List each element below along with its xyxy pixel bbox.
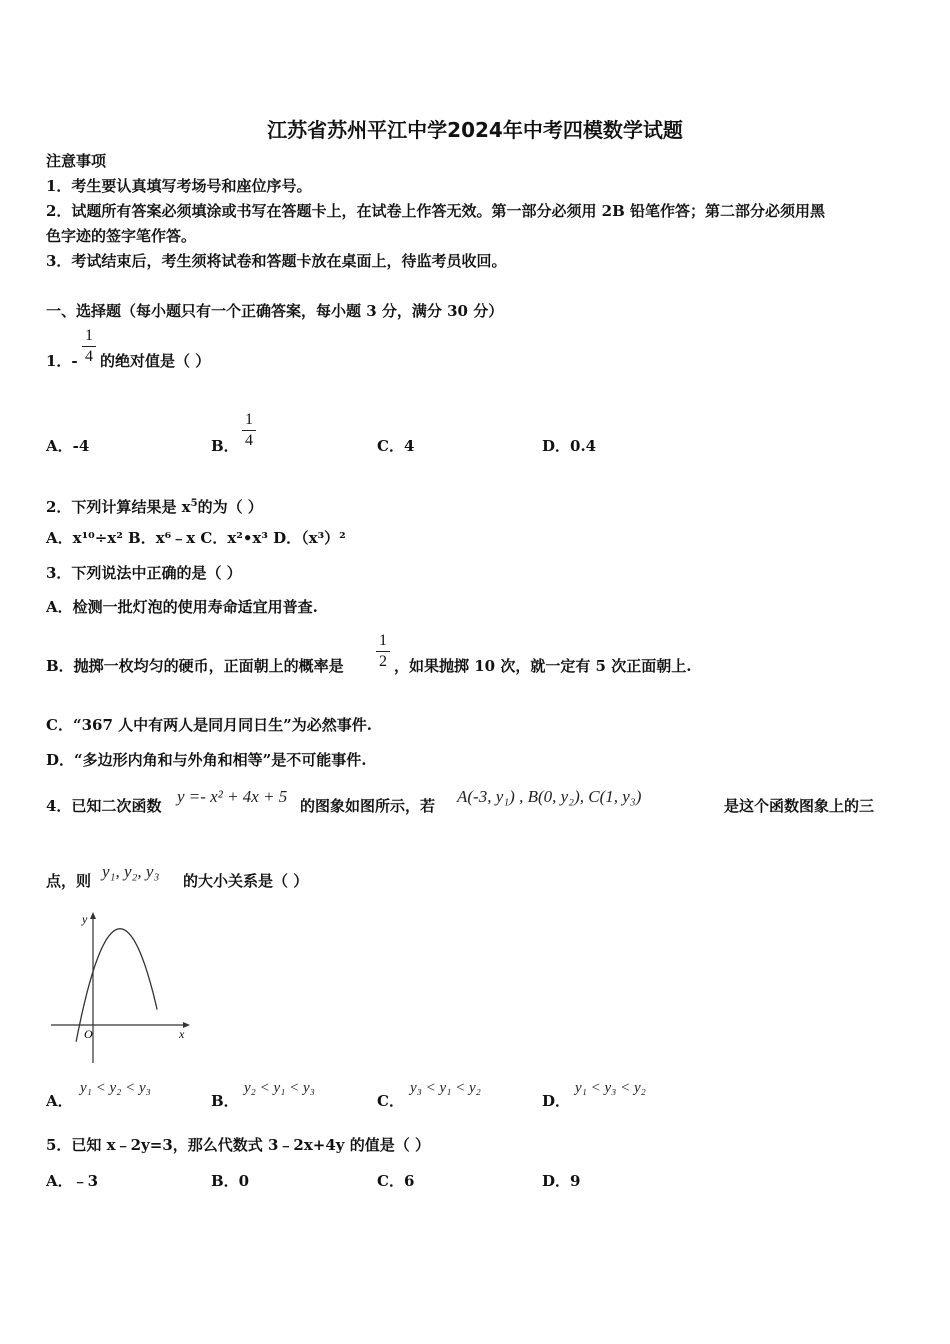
- q3-option-b-post: ，如果抛掷 10 次，就一定有 5 次正面朝上.: [394, 657, 692, 675]
- q4-y-values: y₁, y₂, y₃: [102, 862, 160, 881]
- q4-option-b-label: B．: [211, 1092, 239, 1110]
- notice-heading: 注意事项: [46, 152, 107, 170]
- q5-option-a: A．﹣3: [46, 1172, 99, 1190]
- q2-stem-a: 2．下列计算结果是 x: [46, 498, 191, 516]
- q1-option-c: C．4: [377, 437, 415, 455]
- q1-fraction: [82, 327, 96, 366]
- q3-stem: 3．下列说法中正确的是（ ）: [46, 564, 242, 582]
- q1-option-d: D．0.4: [542, 437, 597, 455]
- q4-option-d-label: D．: [542, 1092, 571, 1110]
- q4-line2-pre: 点，则: [46, 872, 92, 890]
- q1-option-b-fraction: [242, 411, 256, 450]
- q1-option-b-label: B．: [211, 437, 239, 455]
- q3-b-denominator: 2: [379, 653, 387, 670]
- graph-origin-label: O: [84, 1027, 93, 1041]
- q3-b-numerator: 1: [379, 632, 387, 649]
- q1-b-denominator: 4: [245, 432, 253, 449]
- q5-option-d: D．9: [542, 1172, 581, 1190]
- q1-suffix: 的绝对值是（ ）: [100, 352, 211, 370]
- section-heading: 一、选择题（每小题只有一个正确答案，每小题 3 分，满分 30 分）: [46, 302, 504, 320]
- q5-option-c: C．6: [377, 1172, 415, 1190]
- q4-option-c-label: C．: [377, 1092, 404, 1110]
- q4-option-d: y₁ < y₃ < y₂: [575, 1080, 646, 1096]
- q5-option-b: B．0: [211, 1172, 250, 1190]
- q1-prefix: 1．-: [46, 352, 78, 370]
- q3-option-a: A．检测一批灯泡的使用寿命适宜用普查.: [46, 598, 318, 616]
- q1-b-numerator: 1: [245, 411, 253, 428]
- q3-option-d: D．“多边形内角和与外角和相等”是不可能事件.: [46, 751, 367, 769]
- q5-stem: 5．已知 x﹣2y=3，那么代数式 3﹣2x+4y 的值是（ ）: [46, 1136, 430, 1154]
- q2-stem-b: 的为（ ）: [197, 498, 263, 516]
- q4-stem-pre: 4．已知二次函数: [46, 797, 162, 815]
- q1-option-a: A．-4: [46, 437, 90, 455]
- q4-parabola-graph: [45, 905, 195, 1065]
- q4-option-a: y₁ < y₂ < y₃: [80, 1080, 151, 1096]
- q4-points: A(-3, y₁) , B(0, y₂), C(1, y₃): [457, 787, 642, 806]
- q4-option-a-label: A．: [46, 1092, 73, 1110]
- graph-x-label: x: [179, 1027, 185, 1041]
- q1-frac-denominator: 4: [85, 348, 93, 365]
- q4-stem-mid: 的图象如图所示，若: [300, 797, 436, 815]
- q3-option-b-pre: B．抛掷一枚均匀的硬币，正面朝上的概率是: [46, 657, 344, 675]
- q2-stem-sup: 5: [190, 498, 198, 509]
- notice-line-1: 1．考生要认真填写考场号和座位序号。: [46, 177, 312, 195]
- q4-stem-post: 是这个函数图象上的三: [724, 797, 875, 815]
- notice-line-2: 2．试题所有答案必须填涂或书写在答题卡上，在试卷上作答无效。第一部分必须用 2B 铅笔作答；第二部分必须用黑: [46, 202, 826, 220]
- graph-y-label: y: [82, 912, 88, 926]
- q4-option-b: y₂ < y₁ < y₃: [244, 1080, 315, 1096]
- q4-function: y =- x² + 4x + 5: [177, 787, 288, 806]
- notice-line-2-cont: 色字迹的签字笔作答。: [46, 227, 197, 245]
- q3-option-c: C．“367 人中有两人是同月同日生”为必然事件.: [46, 716, 372, 734]
- q2-options: A．x¹⁰÷x² B．x⁶﹣x C．x²•x³ D．（x³）²: [46, 529, 346, 547]
- q4-option-c: y₃ < y₁ < y₂: [410, 1080, 481, 1096]
- q2-stem: [46, 494, 263, 517]
- notice-line-3: 3．考试结束后，考生须将试卷和答题卡放在桌面上，待监考员收回。: [46, 252, 507, 270]
- q3-option-b-fraction: [376, 632, 390, 671]
- q4-line2-post: 的大小关系是（ ）: [183, 872, 309, 890]
- page-title: 江苏省苏州平江中学2024年中考四模数学试题: [267, 118, 683, 142]
- q1-frac-numerator: 1: [85, 327, 93, 344]
- y-axis-arrow: [90, 912, 96, 919]
